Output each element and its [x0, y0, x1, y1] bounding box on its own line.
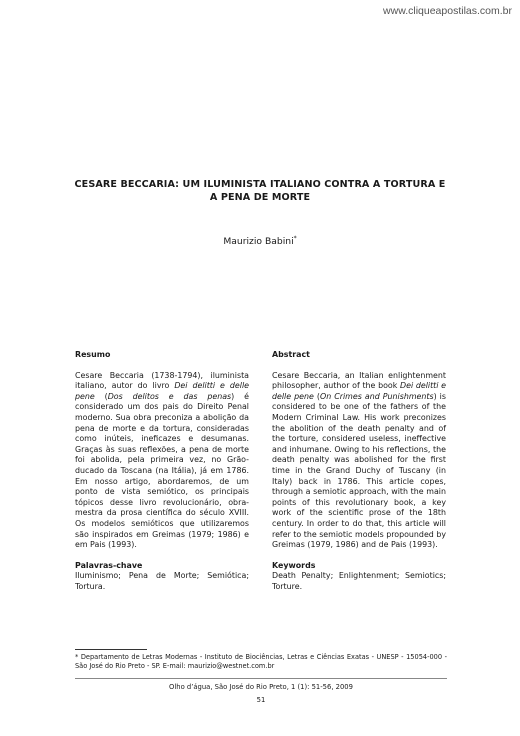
abstract-column — [272, 350, 446, 592]
text-segment: Cesare Beccaria (1738-1794), iluminista italiano, autor do livro — [75, 370, 249, 391]
author-name: Maurizio Babini — [223, 236, 294, 247]
resumo-text — [75, 371, 249, 551]
text-segment: ( — [313, 391, 320, 401]
italic-title-segment: Dei delitti e delle pene — [75, 381, 249, 401]
footnote: * Departamento de Letras Modernas - Instituto de Biociências, Letras e Ciências Exatas - UNESP - 15054-000 - São José do Rio Preto - SP. E-mail: maurizio@westnet.com.br — [75, 653, 447, 670]
text-segment: Cesare Beccaria, an Italian enlightenment philosopher, author of the book — [272, 370, 446, 391]
keywords-heading: Keywords — [272, 560, 316, 570]
page-number: 51 — [256, 696, 266, 704]
text-segment: ) é considerado um dos pais do Direito Penal moderno. Sua obra preconiza a abolição da pena de morte e da tortura, consideradas como inúteis, ineficazes e desumanas. Graças às suas reflexões, a pena de morte foi abolida, pela primeira vez, no Grão-ducado da Toscana (na Itália), já em 1786. Em nosso artigo, abordaremos, de um ponto de vista semiótico, os principais tópicos desse livro revolucionário, obra-mestra da prosa científica do século XVIII. Os modelos semióticos que utilizaremos são inspirados em Greimas (1979; 1986) e em Pais (1993). — [75, 391, 249, 550]
resumo-column — [75, 350, 249, 592]
footnote-rule — [75, 649, 147, 650]
watermark: www.cliqueapostilas.com.br — [383, 5, 512, 17]
palavras-chave-heading: Palavras-chave — [75, 560, 143, 570]
footer-rule — [75, 678, 447, 679]
italic-title-segment: Dos delitos e das penas — [107, 391, 232, 401]
palavras-chave-text: Iluminismo; Pena de Morte; Semiótica; Tortura. — [75, 571, 249, 591]
abstract-text — [272, 371, 446, 551]
author-footnote-marker: * — [293, 234, 297, 242]
article-title: CESARE BECCARIA: UM ILUMINISTA ITALIANO CONTRA A TORTURA E A PENA DE MORTE — [74, 179, 446, 203]
italic-title-segment: On Crimes and Punishments — [319, 391, 434, 401]
text-segment: ) is considered to be one of the fathers of the Modern Criminal Law. His work preconizes the abolition of the death penalty and of the torture, considered useless, ineffective and inhumane. Owing to his reflections, the death penalty was abolished for the first time in the Grand Duchy of Tuscany (in Italy) back in 1786. This article copes, through a semiotic approach, with the main points of this revolutionary book, a key work of the scientific prose of the 18th century. In order to do that, this article will refer to the semiotic models propounded by Greimas (1979, 1986) and de Pais (1993). — [272, 391, 446, 550]
resumo-heading: Resumo — [75, 350, 111, 359]
keywords-text: Death Penalty; Enlightenment; Semiotics; Torture. — [272, 571, 446, 591]
abstract-heading: Abstract — [272, 350, 310, 359]
text-segment: ( — [94, 391, 108, 401]
italic-title-segment: Dei delitti e delle pene — [272, 381, 446, 401]
journal-citation: Olho d’água, São José do Rio Preto, 1 (1): 51-56, 2009 — [169, 683, 353, 691]
author-line — [60, 236, 460, 247]
